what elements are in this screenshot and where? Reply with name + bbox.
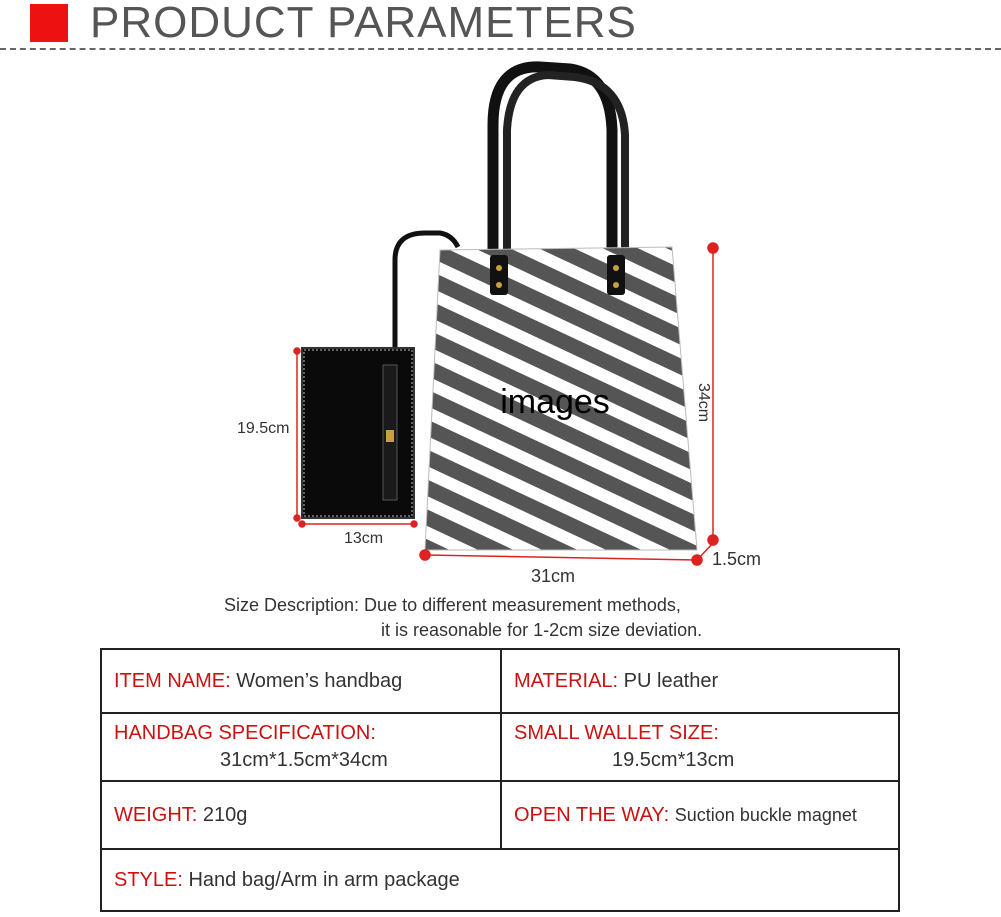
dashed-divider [0, 48, 1001, 50]
wallet-size-label: SMALL WALLET SIZE: [514, 722, 719, 744]
wallet-size-cell [501, 713, 899, 781]
wallet-width-label: 13cm [344, 530, 384, 547]
table-row [101, 713, 899, 781]
handbag-spec-value: 31cm*1.5cm*34cm [220, 749, 388, 771]
product-illustration [0, 55, 1001, 595]
style-cell [101, 849, 899, 911]
item-name-label: ITEM NAME: [114, 669, 231, 692]
page-title: PRODUCT PARAMETERS [90, 0, 637, 47]
page-header [0, 0, 1001, 50]
bag-body [400, 55, 720, 595]
handle-tab [607, 255, 625, 295]
weight-cell [101, 781, 501, 849]
table-row [101, 649, 899, 713]
bag-depth-label: 1.5cm [712, 549, 762, 569]
parameters-table [100, 648, 900, 912]
open-way-cell [501, 781, 899, 849]
bag-height-label: 34cm [695, 383, 712, 423]
style-value: Hand bag/Arm in arm package [188, 868, 460, 891]
handbag-spec-label: HANDBAG SPECIFICATION: [114, 722, 376, 744]
open-way-value: Suction buckle magnet [674, 804, 857, 825]
item-name-cell [101, 649, 501, 713]
style-label: STYLE: [114, 868, 183, 891]
bag-stripe [400, 115, 720, 265]
bag-drawing [0, 55, 1001, 595]
bag-stripe [400, 85, 720, 235]
weight-label: WEIGHT: [114, 803, 198, 826]
bag-print-text: images [500, 383, 610, 421]
open-way-label: OPEN THE WAY: [514, 803, 670, 826]
material-label: MATERIAL: [514, 669, 619, 692]
table-row [101, 781, 899, 849]
wallet-size-value: 19.5cm*13cm [612, 749, 735, 771]
material-cell [501, 649, 899, 713]
weight-value: 210g [202, 803, 248, 826]
red-square-icon [30, 4, 68, 42]
material-value: PU leather [623, 669, 719, 692]
bag-width-label: 31cm [531, 566, 576, 586]
handle-tab [490, 255, 508, 295]
wallet-height-label: 19.5cm [237, 420, 290, 437]
size-note-line2: it is reasonable for 1-2cm size deviation. [381, 620, 703, 640]
handbag-spec-cell [101, 713, 501, 781]
table-row [101, 849, 899, 911]
size-note-line1: Size Description: Due to different measurement methods, [224, 595, 681, 615]
zipper-pull-icon [386, 430, 394, 442]
item-name-value: Women’s handbag [236, 669, 403, 692]
